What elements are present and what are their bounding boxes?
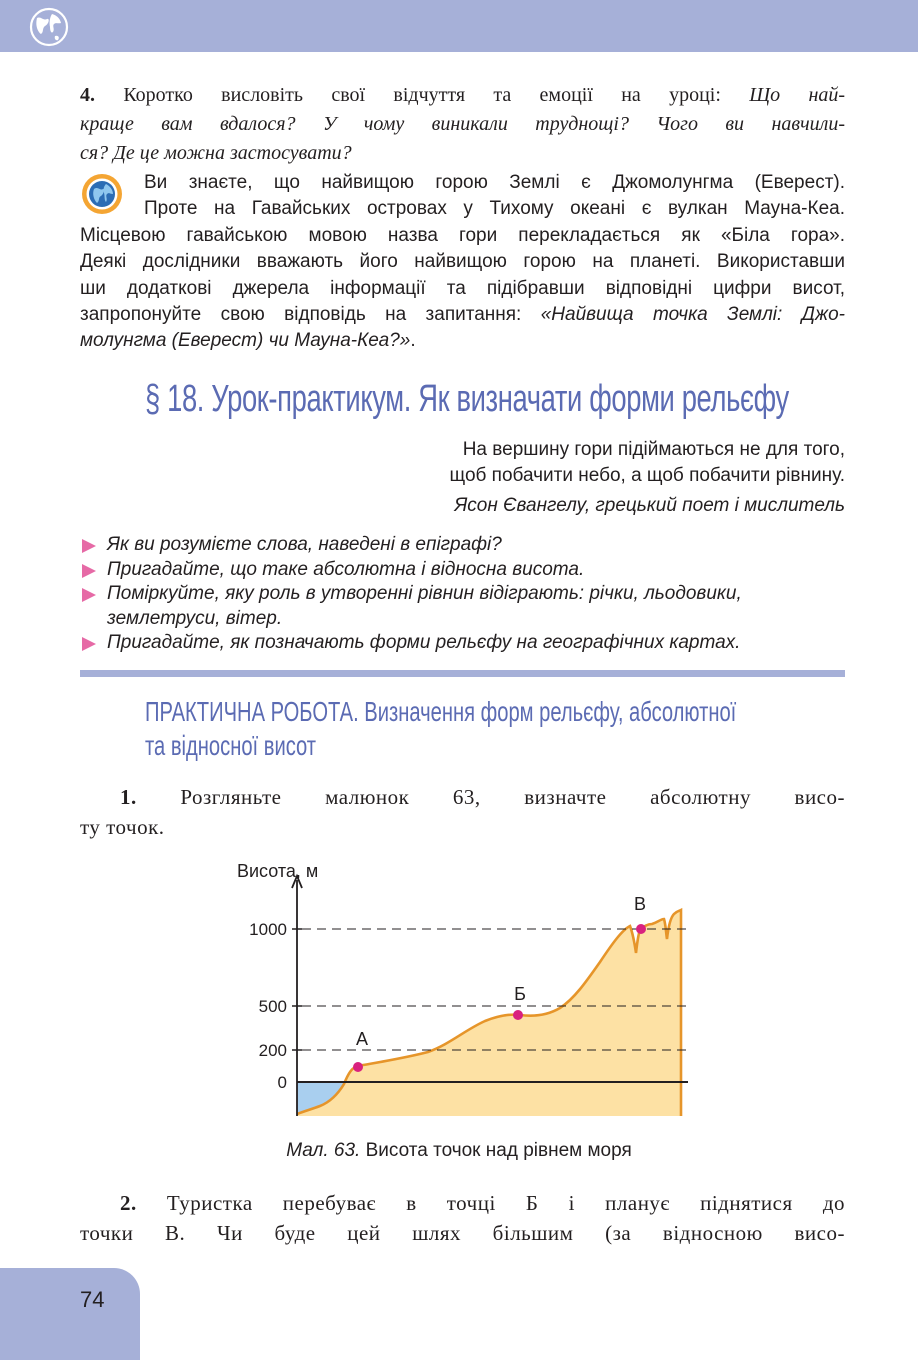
point-a: [353, 1062, 363, 1072]
info-paragraph: [80, 170, 845, 355]
list-item: Пригадайте, що таке абсолютна і відносна висота.: [80, 558, 845, 583]
point-b-label: Б: [514, 984, 526, 1004]
epigraph-line: щоб побачити небо, а щоб побачити рівнину.: [449, 465, 845, 486]
task-text: Розгляньте малюнок 63, визначте абсолютну висо-: [180, 785, 845, 809]
epigraph-line: На вершину гори підіймаються не для того,: [462, 439, 845, 460]
task-text-italic: краще вам вдалося? У чому виникали труднощі? Чого ви навчили-: [80, 113, 845, 135]
info-line: Місцевою гавайською мовою назва гори перекладається як «Біла гора».: [80, 224, 845, 246]
list-item: Поміркуйте, яку роль в утворенні рівнин відіграють: річки, льодовики, землетруси, вітер.: [80, 582, 845, 631]
tick-label-200: 200: [258, 1041, 287, 1060]
info-line: Проте на Гавайських островах у Тихому океані є вулкан Мауна-Кеа.: [144, 198, 845, 220]
tick-label-0: 0: [277, 1073, 287, 1092]
task-text-italic: Що най-: [749, 84, 846, 106]
point-v: [636, 924, 646, 934]
page-number-tab: [0, 1268, 140, 1360]
task-number: 4.: [80, 84, 95, 106]
task-number: 1.: [120, 785, 137, 809]
section-title: § 18. Урок-практикум. Як визначати форми рельєфу: [145, 378, 789, 420]
task-text: точки В. Чи буде цей шлях більшим (за відносною висо-: [80, 1221, 845, 1245]
triangle-bullet-icon: [82, 588, 96, 602]
practical-work-title: ПРАКТИЧНА РОБОТА. Визначення форм рельєфу, абсолютної та відносної висот: [145, 696, 737, 761]
task-4-paragraph: [80, 81, 845, 168]
task-text: ту точок.: [80, 815, 165, 839]
elevation-chart: [230, 858, 700, 1130]
task-1-paragraph: [80, 782, 845, 842]
triangle-bullet-icon: [82, 637, 96, 651]
task-text-italic: ся? Де це можна застосувати?: [80, 142, 352, 164]
info-line: молунгма (Еверест) чи Мауна-Кеа?».: [80, 330, 416, 352]
question-list: [80, 533, 845, 656]
task-text: Туристка перебуває в точці Б і планує піднятися до: [166, 1191, 845, 1215]
land-area: [297, 910, 681, 1116]
page-number: 74: [80, 1287, 105, 1312]
tick-label-1000: 1000: [249, 920, 287, 939]
info-line: Ви знаєте, що найвищою горою Землі є Джомолунгма (Еверест).: [144, 172, 845, 193]
figure-caption: Мал. 63. Висота точок над рівнем моря: [286, 1140, 632, 1161]
tick-label-500: 500: [258, 997, 287, 1016]
list-item: Пригадайте, як позначають форми рельєфу на географічних картах.: [80, 631, 845, 656]
point-v-label: В: [633, 894, 647, 914]
task-2-paragraph: [80, 1188, 845, 1248]
triangle-bullet-icon: [82, 564, 96, 578]
list-item: Як ви розумієте слова, наведені в епіграфі?: [80, 533, 845, 558]
point-a-label: А: [355, 1029, 369, 1049]
info-line: ши додаткові джерела інформації та підібравши відповідні цифри висот,: [80, 277, 845, 299]
top-header-bar: [0, 0, 918, 52]
triangle-bullet-icon: [82, 539, 96, 553]
epigraph-author: Ясон Євангелу, грецький поет і мислитель: [454, 495, 845, 516]
info-line: Деякі дослідники вважають його найвищою горою на планеті. Використавши: [80, 251, 845, 273]
y-axis-label: Висота, м: [237, 861, 319, 881]
info-line: запропонуйте свою відповідь на запитання: «Найвища точка Землі: Джо-: [80, 304, 846, 326]
section-divider: [80, 670, 845, 677]
point-b: [513, 1010, 523, 1020]
task-number: 2.: [120, 1191, 137, 1215]
epigraph: [450, 437, 845, 519]
globe-logo-icon: [28, 6, 70, 48]
task-text: Коротко висловіть свої відчуття та емоції на уроці:: [123, 84, 721, 106]
